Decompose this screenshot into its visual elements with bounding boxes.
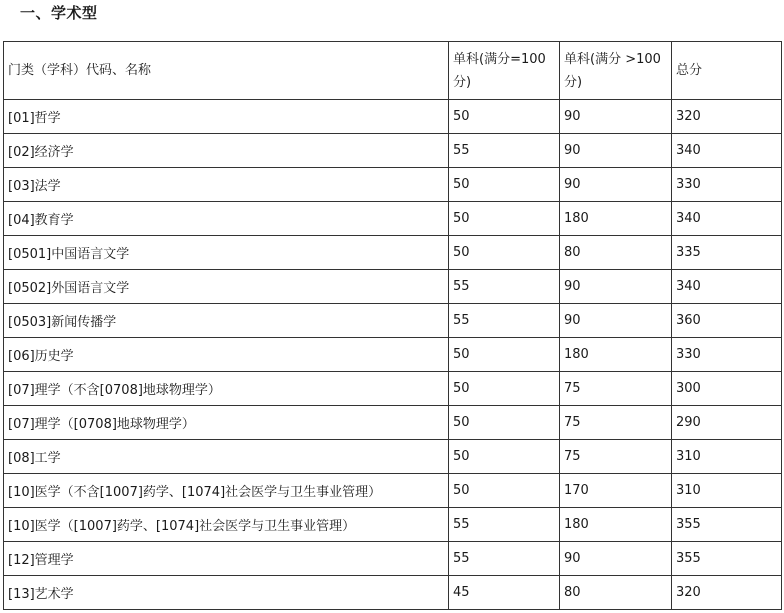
cell-single-100: 50 <box>449 202 560 236</box>
cell-discipline: [12]管理学 <box>4 542 449 576</box>
cell-total: 330 <box>672 338 782 372</box>
cell-discipline: [04]教育学 <box>4 202 449 236</box>
cell-single-100: 55 <box>449 508 560 542</box>
cell-single-over-100: 80 <box>560 576 672 610</box>
table-row <box>4 100 782 134</box>
table-row <box>4 270 782 304</box>
cell-single-100: 55 <box>449 304 560 338</box>
cell-discipline: [10]医学（不含[1007]药学、[1074]社会医学与卫生事业管理） <box>4 474 449 508</box>
table-row <box>4 304 782 338</box>
cell-single-over-100: 75 <box>560 406 672 440</box>
cell-discipline: [07]理学（[0708]地球物理学） <box>4 406 449 440</box>
cell-total: 335 <box>672 236 782 270</box>
cell-total: 310 <box>672 474 782 508</box>
table-row <box>4 440 782 474</box>
header-single-subject-over-100: 单科(满分 >100分) <box>560 42 672 100</box>
cell-single-over-100: 90 <box>560 270 672 304</box>
cell-single-over-100: 180 <box>560 508 672 542</box>
cell-total: 340 <box>672 134 782 168</box>
cell-single-over-100: 180 <box>560 202 672 236</box>
cell-total: 355 <box>672 508 782 542</box>
cell-discipline: [0503]新闻传播学 <box>4 304 449 338</box>
cell-discipline: [07]理学（不含[0708]地球物理学） <box>4 372 449 406</box>
cell-total: 320 <box>672 100 782 134</box>
cell-single-over-100: 180 <box>560 338 672 372</box>
header-discipline: 门类（学科）代码、名称 <box>4 42 449 100</box>
cell-total: 310 <box>672 440 782 474</box>
cell-discipline: [01]哲学 <box>4 100 449 134</box>
cell-single-over-100: 80 <box>560 236 672 270</box>
cell-discipline: [02]经济学 <box>4 134 449 168</box>
table-row <box>4 576 782 610</box>
cell-total: 330 <box>672 168 782 202</box>
cell-discipline: [03]法学 <box>4 168 449 202</box>
cell-total: 320 <box>672 576 782 610</box>
cell-single-100: 50 <box>449 236 560 270</box>
cell-single-100: 50 <box>449 406 560 440</box>
cell-total: 355 <box>672 542 782 576</box>
table-row <box>4 372 782 406</box>
cell-single-over-100: 75 <box>560 372 672 406</box>
table-row <box>4 338 782 372</box>
cell-single-100: 55 <box>449 134 560 168</box>
cell-single-over-100: 170 <box>560 474 672 508</box>
cell-total: 340 <box>672 202 782 236</box>
cell-discipline: [06]历史学 <box>4 338 449 372</box>
cell-total: 360 <box>672 304 782 338</box>
header-single-subject-100: 单科(满分=100分) <box>449 42 560 100</box>
table-row <box>4 134 782 168</box>
cell-single-100: 50 <box>449 338 560 372</box>
cell-single-100: 50 <box>449 168 560 202</box>
cell-single-100: 50 <box>449 100 560 134</box>
cell-single-100: 55 <box>449 270 560 304</box>
cell-discipline: [10]医学（[1007]药学、[1074]社会医学与卫生事业管理） <box>4 508 449 542</box>
cell-single-100: 55 <box>449 542 560 576</box>
table-header-row <box>4 42 782 100</box>
cell-single-100: 50 <box>449 440 560 474</box>
header-total-score: 总分 <box>672 42 782 100</box>
cell-single-over-100: 90 <box>560 168 672 202</box>
cell-single-100: 45 <box>449 576 560 610</box>
table-row <box>4 168 782 202</box>
cell-discipline: [0502]外国语言文学 <box>4 270 449 304</box>
cell-single-over-100: 90 <box>560 100 672 134</box>
cell-single-100: 50 <box>449 372 560 406</box>
cell-discipline: [0501]中国语言文学 <box>4 236 449 270</box>
section-title: 一、学术型 <box>20 4 98 22</box>
score-table <box>3 41 782 610</box>
cell-discipline: [08]工学 <box>4 440 449 474</box>
cell-total: 290 <box>672 406 782 440</box>
table-row <box>4 542 782 576</box>
cell-single-over-100: 90 <box>560 542 672 576</box>
cell-single-100: 50 <box>449 474 560 508</box>
cell-total: 300 <box>672 372 782 406</box>
table-row <box>4 236 782 270</box>
table-row <box>4 406 782 440</box>
cell-discipline: [13]艺术学 <box>4 576 449 610</box>
table-row <box>4 508 782 542</box>
cell-total: 340 <box>672 270 782 304</box>
cell-single-over-100: 90 <box>560 304 672 338</box>
table-row <box>4 202 782 236</box>
cell-single-over-100: 90 <box>560 134 672 168</box>
table-row <box>4 474 782 508</box>
cell-single-over-100: 75 <box>560 440 672 474</box>
